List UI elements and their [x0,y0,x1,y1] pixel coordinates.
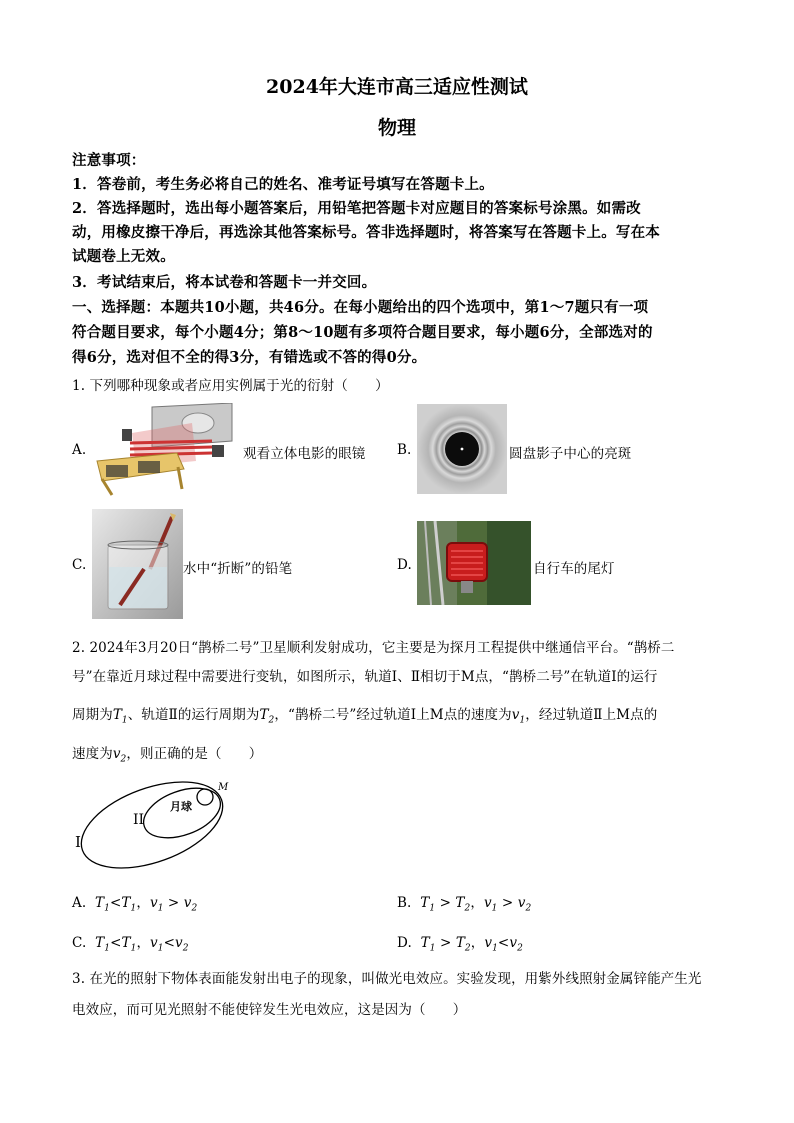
q2-line-4-part-a: 速度为 [72,746,113,762]
bicycle-taillight-figure [417,521,531,605]
point-m-label: M [218,782,229,793]
section-line-3: 得6分，选对但不全的得3分，有错选或不答的得0分。 [72,349,427,366]
3d-glasses-figure [92,403,240,496]
q1-option-d-letter: D. [397,557,412,573]
q2-line-3-part-d: ，经过轨道Ⅱ上M点的 [525,707,658,723]
note-line-1: 1．答卷前，考生务必将自己的姓名、准考证号填写在答题卡上。 [72,176,494,193]
q2-line-4-part-b: ，则正确的是（ ） [126,746,263,762]
section-line-1: 一、选择题：本题共10小题，共46分。在每小题给出的四个选项中，第1～7题只有一项 [72,299,649,316]
moon-label: 月球 [170,800,192,813]
notes-heading: 注意事项： [72,152,146,169]
section-line-2: 符合题目要求，每个小题4分；第8～10题有多项符合题目要求，每小题6分，全部选对的 [72,324,653,341]
moon-circle [197,789,213,805]
orbit-ii-label: II [133,812,145,828]
page-title: 2024年大连市高三适应性测试 [266,76,528,98]
q1-option-d-text: 自行车的尾灯 [533,561,615,577]
q2-line-4 [72,742,262,765]
poisson-spot-figure [417,404,507,494]
q2-line-3 [72,703,657,726]
q1-option-b-letter: B. [397,442,412,458]
note-line-5: 3．考试结束后，将本试卷和答题卡一并交回。 [72,274,377,291]
q1-option-c-text: 水中“折断”的铅笔 [183,561,293,577]
q2-symbol-t2: $T_2$ [259,707,275,726]
q3-line-1: 3. 在光的照射下物体表面能发射出电子的现象，叫做光电效应。实验发现，用紫外线照射金属锌能产生光 [72,971,702,987]
q2-line-3-part-a: 周期为 [72,707,113,723]
orbit-i-label: I [75,833,81,851]
q1-stem: 1. 下列哪种现象或者应用实例属于光的衍射（ ） [72,378,389,394]
q1-option-c-letter: C. [72,557,87,573]
q2-option-a: A. $T_1<T_1$，$v_1 > v_2$ [72,895,198,914]
q2-option-b: B. $T_1 > T_2$，$v_1 > v_2$ [397,895,532,914]
q1-option-a-letter: A. [72,442,87,458]
q2-line-3-part-c: ，“鹊桥二号”经过轨道Ⅰ上M点的速度为 [274,707,512,723]
note-line-2: 2．答选择题时，选出每小题答案后，用铅笔把答题卡对应题目的答案标号涂黑。如需改 [72,200,641,217]
note-line-4: 试题卷上无效。 [72,248,175,265]
q2-symbol-v1: $v_1$ [511,707,526,726]
pencil-in-water-figure [92,509,183,619]
q2-symbol-v2: $v_2$ [112,746,127,765]
q2-line-1: 2. 2024年3月20日“鹊桥二号”卫星顺利发射成功，它主要是为探月工程提供中继通信平台。“鹊桥二 [72,640,675,656]
subject-title: 物理 [377,117,416,139]
orbit-diagram [70,775,240,875]
q3-line-2: 电效应，而可见光照射不能使锌发生光电效应，这是因为（ ） [72,1002,467,1018]
q1-option-b-text: 圆盘影子中心的亮斑 [509,446,632,462]
q2-symbol-t1: $T_1$ [112,707,128,726]
note-line-3: 动，用橡皮擦干净后，再选涂其他答案标号。答非选择题时，将答案写在答题卡上。写在本 [72,224,660,241]
q2-option-c: C. $T_1<T_1$，$v_1<v_2$ [72,935,189,954]
q2-line-3-part-b: 、轨道Ⅱ的运行周期为 [127,707,260,723]
q2-option-d: D. $T_1 > T_2$，$v_1<v_2$ [397,935,523,954]
q1-option-a-text: 观看立体电影的眼镜 [243,446,366,462]
q2-line-2: 号”在靠近月球过程中需要进行变轨，如图所示，轨道Ⅰ、Ⅱ相切于M点，“鹊桥二号”在轨道Ⅰ的运行 [72,669,658,685]
